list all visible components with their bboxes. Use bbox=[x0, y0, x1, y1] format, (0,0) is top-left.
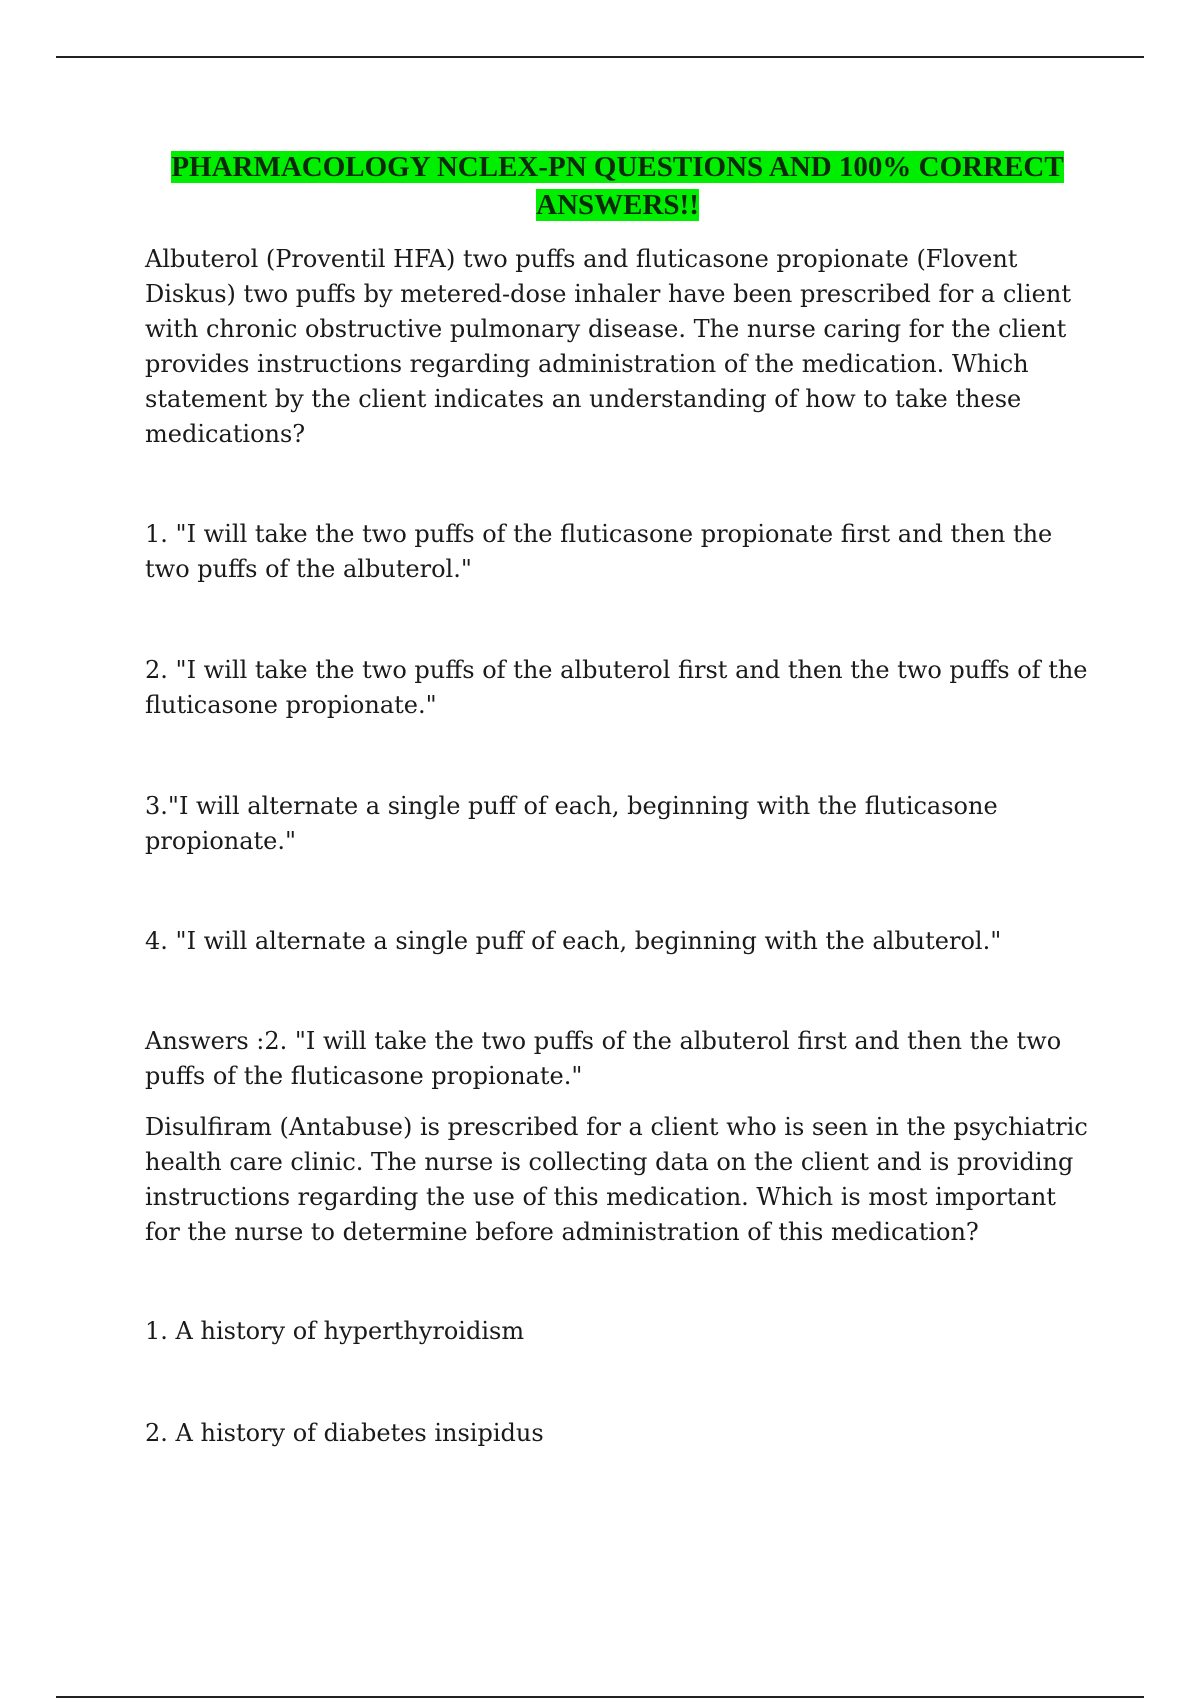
header-rule bbox=[56, 56, 1144, 58]
question-1-option-2: 2. "I will take the two puffs of the albuterol first and then the two puffs of the fluticasone propionate." bbox=[145, 656, 1088, 719]
footer-rule bbox=[56, 1696, 1144, 1698]
document-title-text: PHARMACOLOGY NCLEX-PN QUESTIONS AND 100% CORRECT ANSWERS!! bbox=[171, 151, 1064, 221]
question-1-option-3: 3."I will alternate a single puff of each, beginning with the fluticasone propionate." bbox=[145, 792, 998, 855]
question-1-option-1: 1. "I will take the two puffs of the fluticasone propionate first and then the two puffs of the albuterol." bbox=[145, 520, 1053, 583]
document-body bbox=[145, 148, 1090, 1518]
question-1-answer: Answers :2. "I will take the two puffs of the albuterol first and then the two puffs of the fluticasone propionate." bbox=[145, 1027, 1062, 1090]
document-title bbox=[145, 148, 1090, 224]
question-1-option-4: 4. "I will alternate a single puff of each, beginning with the albuterol." bbox=[145, 927, 1002, 955]
question-1-stem: Albuterol (Proventil HFA) two puffs and fluticasone propionate (Flovent Diskus) two puffs by metered-dose inhaler have been prescribed for a client with chronic obstructive pulmonary disease. The nurse caring for the client provides instructions regarding administration of the medication. Which statement by the client indicates an understanding of how to take these medications? bbox=[145, 245, 1071, 448]
question-2-stem: Disulfiram (Antabuse) is prescribed for a client who is seen in the psychiatric health care clinic. The nurse is collecting data on the client and is providing instructions regarding the use of this medication. Which is most important for the nurse to determine before administration of this medication? bbox=[145, 1113, 1088, 1246]
question-2-option-2: 2. A history of diabetes insipidus bbox=[145, 1419, 544, 1447]
question-2-option-1: 1. A history of hyperthyroidism bbox=[145, 1317, 525, 1345]
